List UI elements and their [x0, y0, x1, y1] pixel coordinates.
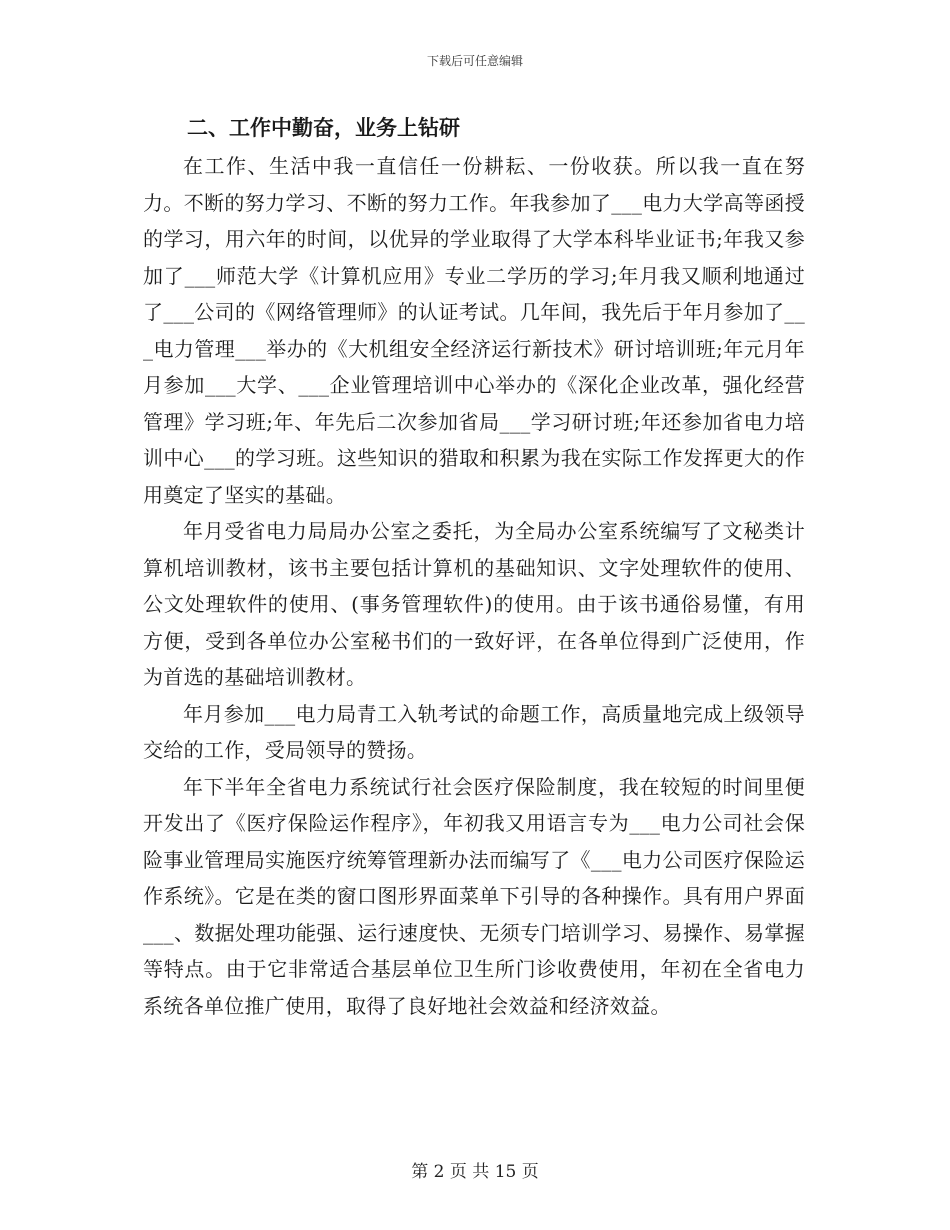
paragraph-study: 在工作、生活中我一直信任一份耕耘、一份收获。所以我一直在努力。不断的努力学习、不断的努力工作。年我参加了___电力大学高等函授的学习，用六年的时间，以优异的学业取得了大学本科毕业证书;年我又参加了___师范大学《计算机应用》专业二学历的学习;年月我又顺利地通过了___公司的《网络管理师》的认证考试。几年间，我先后于年月参加了___电力管理___举办的《大机组安全经济运行新技术》研讨培训班;年元月年月参加___大学、___企业管理培训中心举办的《深化企业改革，强化经营管理》学习班;年、年先后二次参加省局___学习研讨班;年还参加省电力培训中心___的学习班。这些知识的猎取和积累为我在实际工作发挥更大的作用奠定了坚实的基础。	[143, 154, 805, 507]
page-header: 下载后可任意编辑	[426, 54, 523, 68]
paragraph-exam: 年月参加___电力局青工入轨考试的命题工作，高质量地完成上级领导交给的工作，受局领导的赞扬。	[143, 701, 805, 762]
section-heading: 二、工作中勤奋，业务上钻研	[187, 116, 460, 140]
paragraph-textbook: 年月受省电力局局办公室之委托，为全局办公室系统编写了文秘类计算机培训教材，该书主要包括计算机的基础知识、文字处理软件的使用、公文处理软件的使用、(事务管理软件)的使用。由于该书通俗易懂，有用方便，受到各单位办公室秘书们的一致好评，在各单位得到广泛使用，作为首选的基础培训教材。	[143, 519, 805, 689]
page-number: 第 2 页 共 15 页	[411, 1162, 539, 1182]
document-body	[143, 110, 805, 1024]
paragraph-insurance-system: 年下半年全省电力系统试行社会医疗保险制度，我在较短的时间里便开发出了《医疗保险运作程序》，年初我又用语言专为___电力公司社会保险事业管理局实施医疗统筹管理新办法而编写了《___电力公司医疗保险运作系统》。它是在类的窗口图形界面菜单下引导的各种操作。具有用户界面___、数据处理功能强、运行速度快、无须专门培训学习、易操作、易掌握等特点。由于它非常适合基层单位卫生所门诊收费使用，年初在全省电力系统各单位推广使用，取得了良好地社会效益和经济效益。	[143, 774, 805, 1018]
